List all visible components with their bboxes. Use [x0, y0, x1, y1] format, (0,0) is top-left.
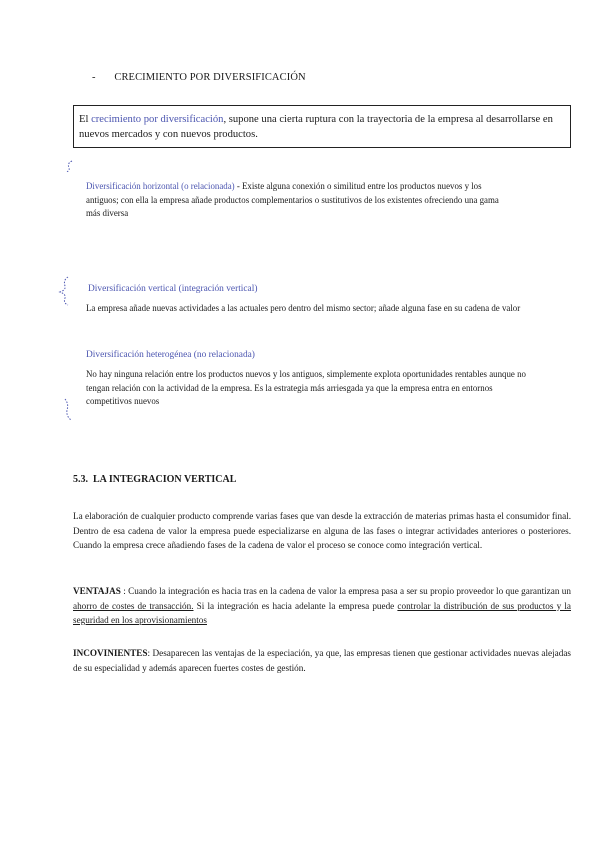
- vertical-title: Diversificación vertical (integración vertical): [88, 284, 258, 294]
- heterogenea-text: No hay ninguna relación entre los productos nuevos y los antiguos, simplemente explota oportunidades rentables aunque no tengan relación con la actividad de la empresa. Es la estrategia más arriesgada ya que la empresa entra en entornos competitivos nuevos: [86, 369, 526, 406]
- heading-title: CRECIMIENTO POR DIVERSIFICACIÓN: [114, 72, 306, 83]
- ventajas-text-1: : Cuando la integración es hacia tras en la cadena de valor la empresa pasa a ser su propio proveedor lo que garantizan un: [120, 586, 571, 596]
- definition-term: crecimiento por diversificación: [91, 114, 224, 125]
- curly-brace-bottom-icon: [62, 398, 74, 422]
- inconvenientes-text: : Desaparecen las ventajas de la especiación, ya que, las empresas tienen que gestionar actividades nuevas alejadas de su especialidad y además aparecen fuertes costes de gestión.: [73, 648, 571, 673]
- ventajas-underline-2: controlar la distribución de sus productos y la seguridad en los aprovisionamientos: [73, 600, 571, 625]
- inconvenientes-label: INCOVINIENTES: [73, 648, 148, 658]
- definition-rest: , supone una cierta ruptura con la trayectoria de la empresa al desarrollarse en nuevos mercados y con nuevos productos.: [79, 114, 553, 140]
- ventajas-paragraph: [73, 584, 571, 628]
- heterogenea-title: Diversificación heterogénea (no relacionada): [86, 350, 255, 360]
- ventajas-label: VENTAJAS: [73, 586, 121, 596]
- horizontal-text: - Existe alguna conexión o similitud entre los productos nuevos y los antiguos; con ella la empresa añade productos complementarios o sustitutivos de los existentes ofreciendo una gama más diversa: [86, 181, 499, 218]
- heading-dash: -: [92, 72, 96, 83]
- section-title-text: LA INTEGRACION VERTICAL: [93, 474, 237, 485]
- horizontal-title: Diversificación horizontal (o relacionada): [86, 181, 235, 191]
- curly-brace-top-icon: [63, 160, 75, 182]
- horizontal-diversification: [86, 180, 510, 221]
- ventajas-text-2: Si la integración es hacia adelante la empresa puede: [193, 600, 398, 611]
- intro-paragraph: La elaboración de cualquier producto comprende varias fases que van desde la extracción de materias primas hasta el consumidor final. Dentro de esa cadena de valor la empresa puede especializarse en alguna de las fases o integrar actividades anteriores o posteriores. Cuando la empresa crece añadiendo fases de la cadena de valor el proceso se conoce como integración vertical.: [73, 511, 571, 550]
- diversification-heading: [92, 72, 306, 83]
- definition-box: [73, 105, 571, 148]
- inconvenientes-paragraph: [73, 646, 571, 675]
- section-number: 5.3.: [73, 474, 88, 485]
- definition-prefix: El: [79, 114, 92, 125]
- ventajas-underline-1: ahorro de costes de transacción.: [73, 600, 194, 611]
- section-title: [73, 474, 236, 485]
- vertical-text: La empresa añade nuevas actividades a las actuales pero dentro del mismo sector; añade alguna fase en su cadena de valor: [86, 303, 521, 313]
- curly-brace-middle-icon: [58, 276, 72, 306]
